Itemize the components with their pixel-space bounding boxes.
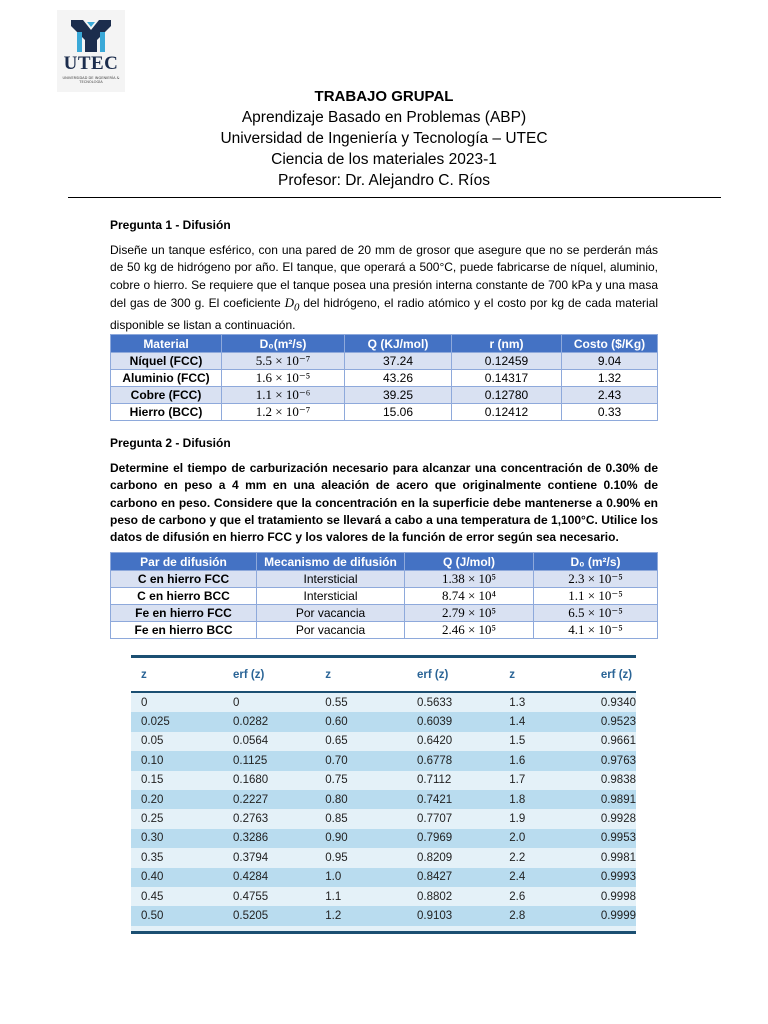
error-function-table	[131, 655, 636, 934]
table-cell: 0.9981	[600, 851, 636, 864]
table-row	[111, 622, 658, 639]
question-1-text-a: Diseñe un tanque esférico, con una pared de 20 mm de grosor que asegure que no se perderán más de 50 kg de hidrógeno por año. El tanque, que operará a 500°C, puede fabricarse de níquel, aluminio, cobre o hierro. Se requiere que el tanque posea una presión interna constante de 700 kPa y una masa del gas de 300 g. El coeficiente	[110, 243, 658, 310]
table-cell: 0.20	[131, 790, 223, 809]
table-cell: 1.3	[509, 696, 526, 709]
column-header: z	[499, 657, 591, 693]
table-cell: 0.10	[131, 751, 223, 770]
table-cell: 0.7707	[417, 813, 453, 826]
table-row	[131, 732, 636, 751]
table-header-row	[111, 553, 658, 571]
table-cell: 0.60	[315, 712, 407, 731]
table-cell: 0.9953	[591, 829, 636, 848]
table-row	[111, 588, 658, 605]
table-cell: 39.25	[345, 387, 452, 404]
table-cell: 0.1125	[223, 751, 315, 770]
header-line-2: Universidad de Ingeniería y Tecnología – UTEC	[220, 130, 548, 147]
table-cell: 0.9838	[600, 774, 636, 787]
table-cell: 5.5 × 10⁻⁷	[222, 353, 345, 370]
table-cell: Níquel (FCC)	[111, 353, 222, 370]
table-row	[111, 370, 658, 387]
table-cell: 0.35	[141, 851, 164, 864]
table-row	[131, 790, 636, 809]
table-cell: 0.65	[325, 735, 348, 748]
table-cell: 0.5633	[417, 696, 453, 709]
table-cell: 0.33	[562, 404, 658, 421]
table-header-row	[111, 335, 658, 353]
document-header	[0, 86, 768, 191]
table-cell: 1.2	[315, 906, 407, 925]
table-cell: 0.5205	[223, 906, 315, 925]
table-cell: 0.85	[325, 813, 348, 826]
table-cell: 0.9661	[600, 735, 636, 748]
table-cell: 0.2227	[223, 790, 315, 809]
table-row	[131, 751, 636, 770]
table-cell: 0.14317	[452, 370, 562, 387]
logo-subtitle: UNIVERSIDAD DE INGENIERÍA & TECNOLOGÍA	[62, 76, 120, 84]
question-2-title: Pregunta 2 - Difusión	[110, 436, 231, 450]
table-bottom-rule	[131, 931, 636, 934]
utec-logo-mark-icon	[67, 18, 115, 54]
table-cell: 0.1680	[233, 774, 269, 787]
column-header: erf (z)	[407, 657, 499, 693]
table-cell: 1.5	[509, 735, 526, 748]
table-cell: 0.025	[131, 712, 223, 731]
table-cell: 6.5 × 10⁻⁵	[534, 605, 658, 622]
table-cell: 0.15	[141, 774, 164, 787]
logo-text: UTEC	[63, 53, 119, 74]
table-row	[131, 868, 636, 887]
table-cell: 0.12780	[452, 387, 562, 404]
table-cell: 0.8427	[407, 868, 499, 887]
table-cell: 0.6778	[407, 751, 499, 770]
column-header: Costo ($/Kg)	[562, 335, 658, 353]
table-cell: Intersticial	[257, 571, 405, 588]
header-line-1: Aprendizaje Basado en Problemas (ABP)	[241, 109, 527, 126]
column-header: Mecanismo de difusión	[257, 553, 405, 571]
table-cell: 2.8	[499, 906, 591, 925]
table-cell: 0.70	[315, 751, 407, 770]
table-cell: 0.05	[141, 735, 164, 748]
table-cell: Fe en hierro FCC	[111, 605, 257, 622]
table-cell: 0.0282	[223, 712, 315, 731]
table-row	[131, 848, 636, 867]
table-cell: 1.9	[509, 813, 526, 826]
table-cell: 0.7112	[417, 774, 452, 787]
table-cell: 1.2 × 10⁻⁷	[222, 404, 345, 421]
table-cell: 1.1 × 10⁻⁶	[222, 387, 345, 404]
column-header: D₀(m²/s)	[222, 335, 345, 353]
table-row	[131, 692, 636, 712]
table-cell: 0.7421	[407, 790, 499, 809]
column-header: erf (z)	[223, 657, 315, 693]
d0-symbol: $D_0$	[284, 294, 300, 314]
table-row	[131, 887, 636, 906]
table-cell: 1.38 × 10⁵	[405, 571, 534, 588]
table-cell: 1.0	[315, 868, 407, 887]
column-header: Par de difusión	[111, 553, 257, 571]
table-cell: 0.40	[131, 868, 223, 887]
header-line-4: Profesor: Dr. Alejandro C. Ríos	[278, 172, 490, 189]
table-cell: 0.9998	[600, 890, 636, 903]
column-header: Material	[111, 335, 222, 353]
table-cell: 8.74 × 10⁴	[405, 588, 534, 605]
table-cell: 0.9999	[591, 906, 636, 925]
column-header: Q (J/mol)	[405, 553, 534, 571]
question-1-text-b: del hidrógeno, el radio atómico y el costo por kg de cada material disponible se listan a continuación.	[110, 295, 658, 332]
diffusion-table	[110, 552, 658, 639]
table-cell: 0.50	[131, 906, 223, 925]
table-cell: 0.75	[325, 774, 348, 787]
table-cell: 4.1 × 10⁻⁵	[534, 622, 658, 639]
table-cell: 0.0564	[233, 735, 269, 748]
header-divider	[68, 197, 721, 198]
table-cell: 2.4	[499, 868, 591, 887]
table-cell: 1.1 × 10⁻⁵	[534, 588, 658, 605]
table-cell: 2.6	[509, 890, 526, 903]
table-cell: 0.12412	[452, 404, 562, 421]
table-cell: 37.24	[345, 353, 452, 370]
table-cell: 1.8	[499, 790, 591, 809]
table-cell: 0.6420	[417, 735, 453, 748]
table-cell: 2.3 × 10⁻⁵	[534, 571, 658, 588]
question-1-title: Pregunta 1 - Difusión	[110, 218, 231, 232]
table-cell: 2.43	[562, 387, 658, 404]
table-cell: Por vacancia	[257, 622, 405, 639]
table-cell: 0.3794	[233, 851, 269, 864]
table-cell: 0.30	[131, 829, 223, 848]
table-row	[111, 353, 658, 370]
table-cell: 1.32	[562, 370, 658, 387]
document-title: TRABAJO GRUPAL	[314, 88, 454, 105]
table-cell: 0.45	[141, 890, 164, 903]
table-cell: 2.79 × 10⁵	[405, 605, 534, 622]
table-cell: 0.95	[325, 851, 348, 864]
table-cell: 0.8802	[417, 890, 453, 903]
table-cell: 0.8209	[417, 851, 453, 864]
column-header: Q (KJ/mol)	[345, 335, 452, 353]
table-cell: 0.4755	[233, 890, 269, 903]
table-cell: 0.9523	[591, 712, 636, 731]
table-cell: 0.12459	[452, 353, 562, 370]
table-cell: 1.6	[499, 751, 591, 770]
table-cell: 0.80	[315, 790, 407, 809]
table-cell: 0.9993	[591, 868, 636, 887]
column-header: erf (z)	[591, 657, 636, 693]
table-row	[111, 605, 658, 622]
table-cell: 15.06	[345, 404, 452, 421]
table-cell: 1.1	[325, 890, 342, 903]
table-cell: 1.7	[509, 774, 526, 787]
table-cell: 0.9763	[591, 751, 636, 770]
table-cell: 0.9340	[600, 696, 636, 709]
table-cell: Hierro (BCC)	[111, 404, 222, 421]
table-cell: 0.3286	[223, 829, 315, 848]
table-row	[111, 571, 658, 588]
table-cell: Aluminio (FCC)	[111, 370, 222, 387]
table-cell: 2.46 × 10⁵	[405, 622, 534, 639]
table-cell: 0.55	[325, 696, 348, 709]
table-cell: 0	[233, 696, 240, 709]
table-cell: 0.90	[315, 829, 407, 848]
table-cell: 9.04	[562, 353, 658, 370]
table-row	[131, 906, 636, 925]
question-1-text	[110, 242, 658, 334]
utec-logo	[57, 10, 125, 92]
table-row	[131, 712, 636, 731]
column-header: z	[131, 657, 223, 693]
column-header: D₀ (m²/s)	[534, 553, 658, 571]
table-cell: 43.26	[345, 370, 452, 387]
column-header: r (nm)	[452, 335, 562, 353]
table-cell: 1.4	[499, 712, 591, 731]
table-cell: Fe en hierro BCC	[111, 622, 257, 639]
table-cell: 0.25	[141, 813, 164, 826]
column-header: z	[315, 657, 407, 693]
question-2-text: Determine el tiempo de carburización necesario para alcanzar una concentración de 0.30% de carbono en peso a 4 mm en una aleación de acero que originalmente contiene 0.10% de carbono en peso. Considere que la concentración en la superficie debe mantenerse a 0.90% en peso de carbono y que el tratamiento se llevará a cabo a una temperatura de 1,100°C. Utilice los datos de difusión en hierro FCC y los valores de la función de error según sea necesario.	[110, 461, 658, 545]
table-cell: 0.7969	[407, 829, 499, 848]
table-cell: C en hierro FCC	[111, 571, 257, 588]
table-cell: 0.9103	[407, 906, 499, 925]
table-row	[131, 809, 636, 828]
table-cell: C en hierro BCC	[111, 588, 257, 605]
table-cell: 2.2	[509, 851, 526, 864]
table-cell: 0.9928	[600, 813, 636, 826]
table-cell: 1.6 × 10⁻⁵	[222, 370, 345, 387]
table-row	[111, 404, 658, 421]
table-row	[131, 829, 636, 848]
table-cell: Cobre (FCC)	[111, 387, 222, 404]
table-cell: Por vacancia	[257, 605, 405, 622]
table-cell: Intersticial	[257, 588, 405, 605]
table-cell: 0.4284	[223, 868, 315, 887]
table-row	[111, 387, 658, 404]
table-row	[131, 771, 636, 790]
table-cell: 0.6039	[407, 712, 499, 731]
table-cell: 2.0	[499, 829, 591, 848]
table-cell: 0	[141, 696, 148, 709]
table-cell: 0.9891	[591, 790, 636, 809]
table-header-row	[131, 657, 636, 693]
header-line-3: Ciencia de los materiales 2023-1	[271, 151, 497, 168]
table-cell: 0.2763	[233, 813, 269, 826]
materials-table	[110, 334, 658, 421]
